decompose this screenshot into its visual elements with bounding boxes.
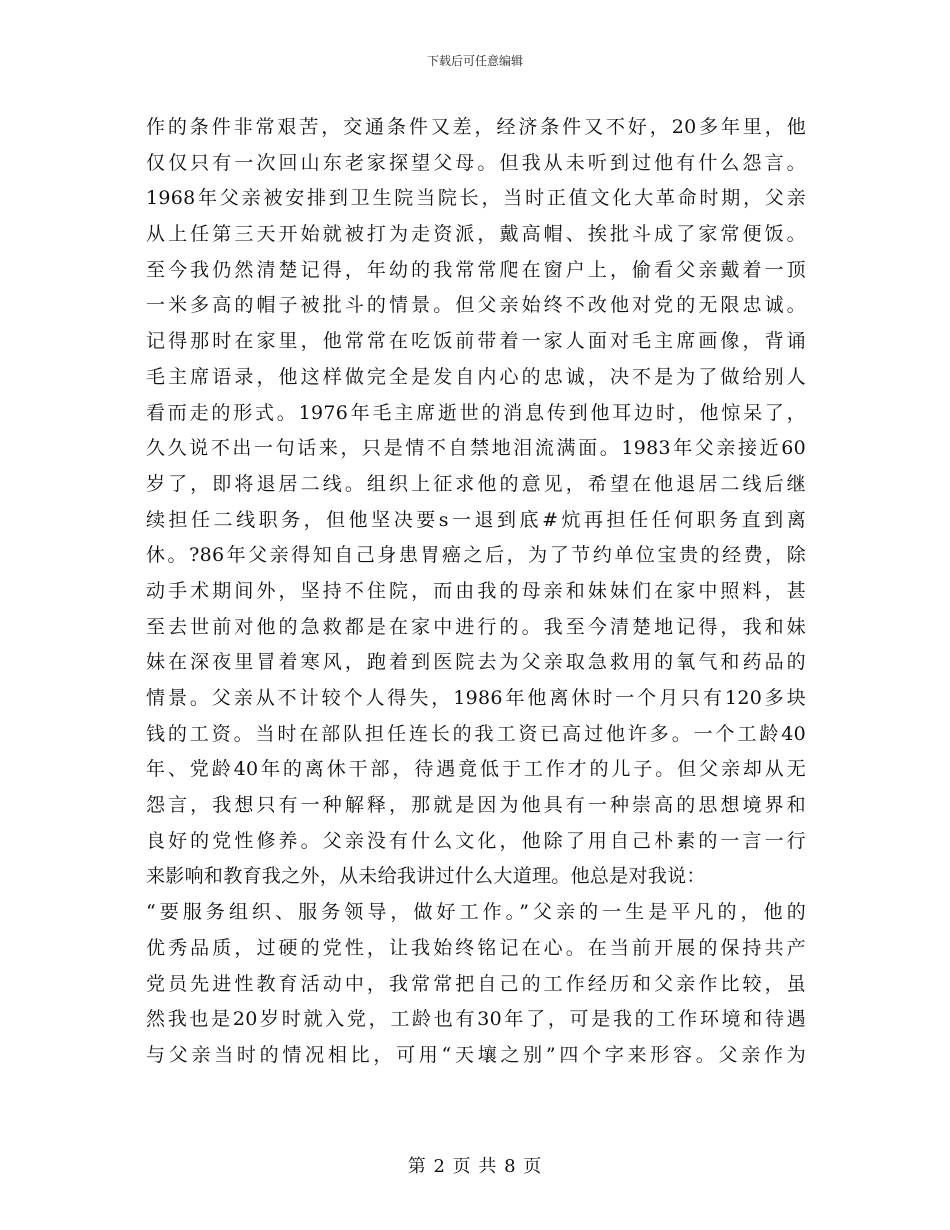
text-line: 妹在深夜里冒着寒风，跑着到医院去为父亲取急救用的氧气和药品的 [146, 651, 806, 674]
text-line: 党员先进性教育活动中，我常常把自己的工作经历和父亲作比较，虽 [146, 972, 806, 995]
page-header: 下载后可任意编辑 [426, 54, 523, 68]
text-line: 作的条件非常艰苦，交通条件又差，经济条件又不好，20多年里，他 [146, 116, 806, 138]
text-line: 来影响和教育我之外，从未给我讲过什么大道理。他总是对我说： [146, 865, 706, 888]
text-line: 至今我仍然清楚记得，年幼的我常常爬在窗户上，偷看父亲戴着一顶 [146, 258, 806, 281]
text-line: 看而走的形式。1976年毛主席逝世的消息传到他耳边时，他惊呆了， [146, 401, 806, 424]
text-line: 年、党龄40年的离休干部，待遇竟低于工作才的儿子。但父亲却从无 [146, 758, 806, 781]
text-line: 然我也是20岁时就入党，工龄也有30年了，可是我的工作环境和待遇 [146, 1008, 806, 1031]
text-line: 续担任二线职务，但他坚决要s一退到底#炕再担任任何职务直到离 [146, 508, 806, 531]
text-line: 休。?86年父亲得知自己身患胃癌之后，为了节约单位宝贵的经费，除 [146, 544, 806, 567]
text-line: 至去世前对他的急救都是在家中进行的。我至今清楚地记得，我和妹 [146, 615, 806, 638]
text-line: 毛主席语录，他这样做完全是发自内心的忠诚，决不是为了做给别人 [146, 365, 806, 388]
text-line: 久久说不出一句话来，只是情不自禁地泪流满面。1983年父亲接近60 [146, 437, 806, 460]
page-number: 第 2 页 共 8 页 [407, 1156, 543, 1177]
document-body [146, 110, 806, 1074]
text-line: 钱的工资。当时在部队担任连长的我工资已高过他许多。一个工龄40 [146, 722, 806, 745]
text-line: 优秀品质，过硬的党性，让我始终铭记在心。在当前开展的保持共产 [146, 936, 806, 959]
text-line: 良好的党性修养。父亲没有什么文化，他除了用自己朴素的一言一行 [146, 829, 806, 852]
text-line: 与父亲当时的情况相比，可用“天壤之别”四个字来形容。父亲作为 [146, 1043, 806, 1066]
text-line: 一米多高的帽子被批斗的情景。但父亲始终不改他对党的无限忠诚。 [146, 294, 806, 317]
text-line: 情景。父亲从不计较个人得失，1986年他离休时一个月只有120多块 [146, 687, 806, 709]
text-line: 1968年父亲被安排到卫生院当院长，当时正值文化大革命时期，父亲 [146, 187, 806, 210]
text-line: 记得那时在家里，他常常在吃饭前带着一家人面对毛主席画像，背诵 [146, 330, 806, 353]
text-line: 怨言，我想只有一种解释，那就是因为他具有一种崇高的思想境界和 [146, 794, 806, 817]
text-line: “要服务组织、服务领导，做好工作。”父亲的一生是平凡的，他的 [146, 901, 806, 924]
text-line: 仅仅只有一次回山东老家探望父母。但我从未听到过他有什么怨言。 [146, 151, 806, 174]
text-line: 从上任第三天开始就被打为走资派，戴高帽、挨批斗成了家常便饭。 [146, 223, 806, 246]
text-line: 动手术期间外，坚持不住院，而由我的母亲和妹妹们在家中照料，甚 [146, 579, 806, 602]
text-line: 岁了，即将退居二线。组织上征求他的意见，希望在他退居二线后继 [146, 472, 806, 495]
